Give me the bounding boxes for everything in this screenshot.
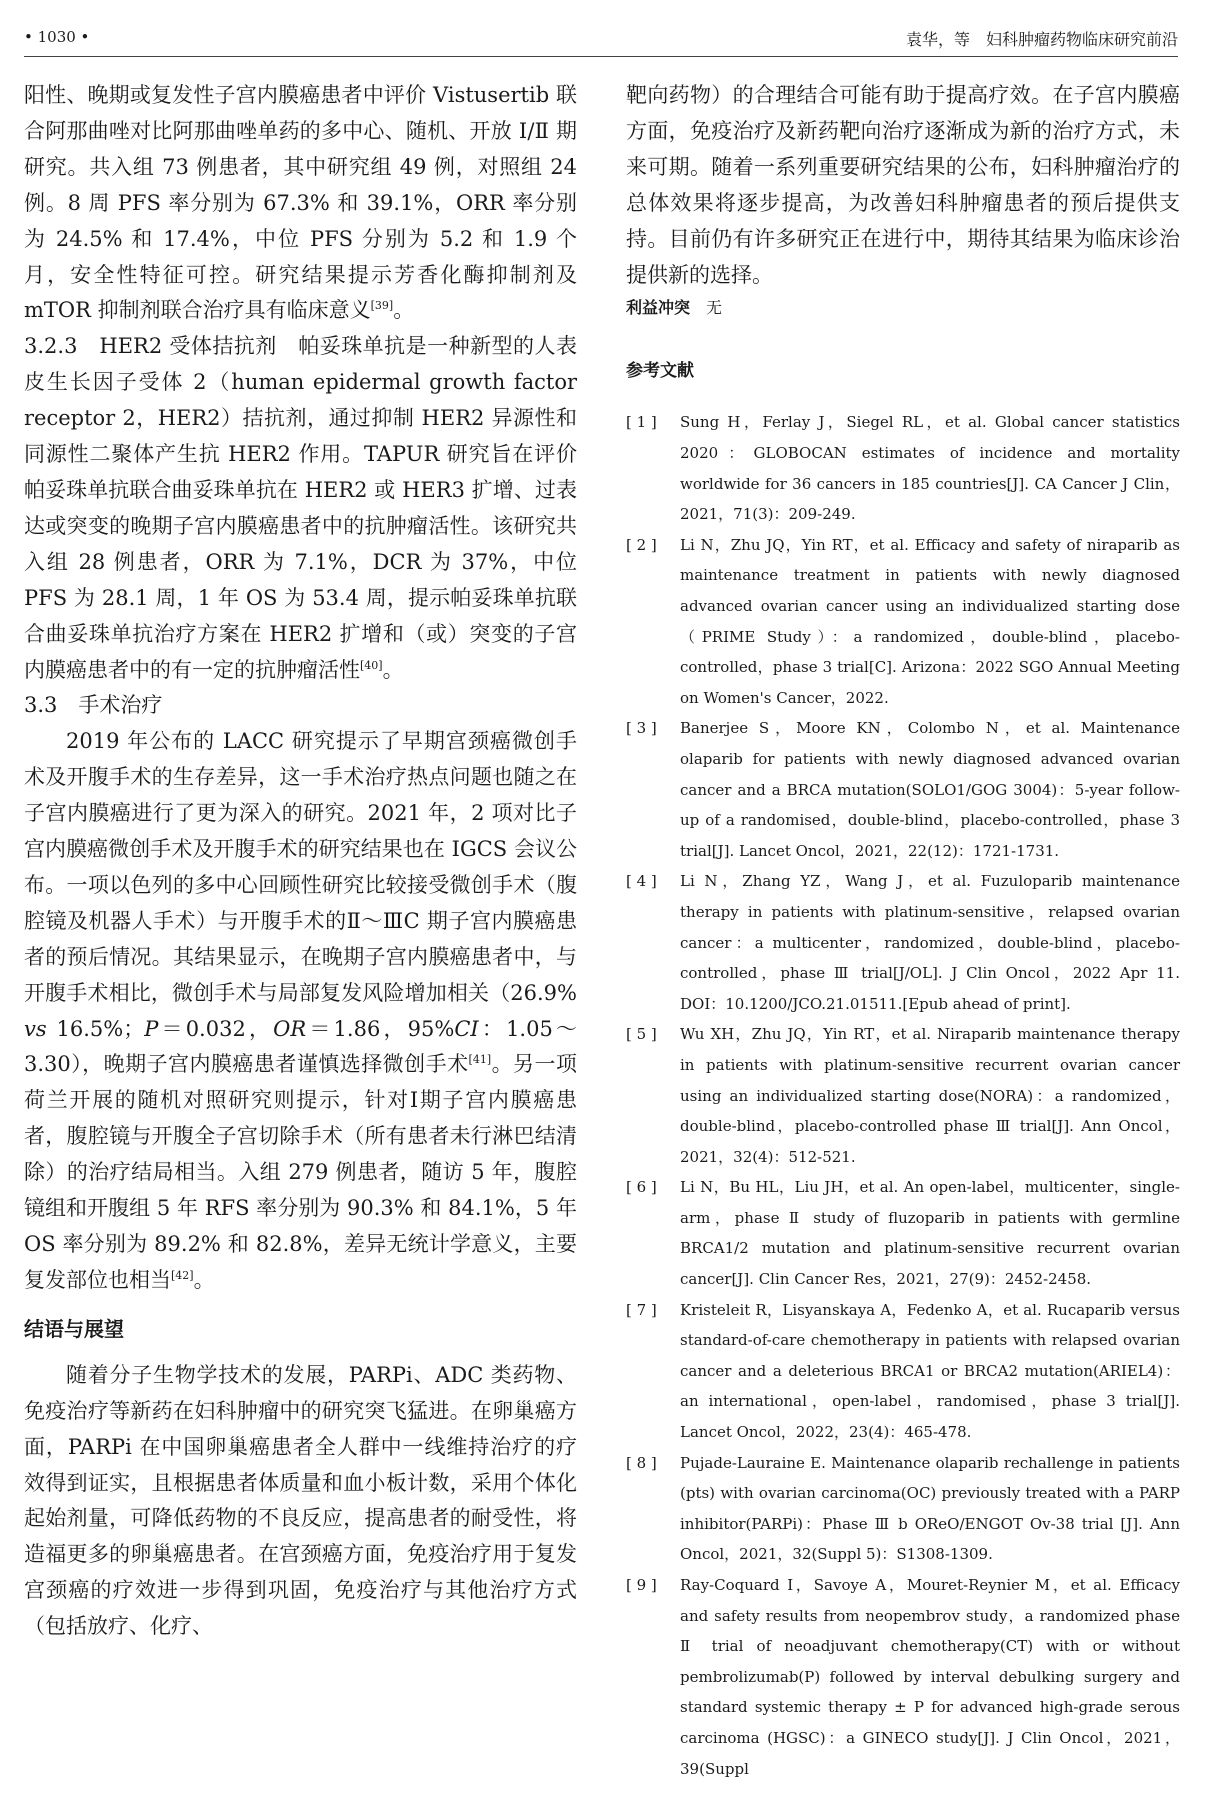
reference-item: [626, 713, 1180, 866]
italic-text: P: [144, 1016, 159, 1041]
reference-number: [ 7 ]: [626, 1300, 657, 1319]
left-column: [24, 78, 577, 1645]
coi-label: 利益冲突: [626, 298, 691, 318]
reference-text: Pujade-Lauraine E. Maintenance olaparib rechallenge in patients (pts) with ovarian carcinoma(OC) previously treated with a PARP inhibitor(PARPi)：Phase Ⅲ b OReO/ENGOT Ov-38 trial [J]. Ann Oncol，2021，32(Suppl 5)：S1308-1309.: [680, 1453, 1180, 1564]
body-paragraph: [24, 78, 577, 329]
citation: [39]: [370, 299, 394, 313]
reference-number: [ 5 ]: [626, 1025, 657, 1044]
reference-item: [626, 1570, 1180, 1784]
paragraph-text: ：1.05～3.30），晚期子宫内膜癌患者谨慎选择微创手术: [24, 1016, 577, 1077]
reference-number: [ 9 ]: [626, 1576, 657, 1594]
reference-text: Ray-Coquard I，Savoye A，Mouret-Reynier M，et al. Efficacy and safety results from neopembrov study，a randomized phase Ⅱ trial of neoadjuvant chemotherapy(CT) with or without pembrolizumab(P) followed by interval debulking surgery and standard systemic therapy ± P for advanced high-grade serous carcinoma (HGSC)：a GINECO study[J]. J Clin Oncol，2021，39(Suppl: [680, 1576, 1180, 1778]
reference-number: [ 8 ]: [626, 1453, 657, 1472]
body-paragraph: [24, 724, 577, 1299]
reference-text: Li N，Bu HL，Liu JH，et al. An open-label，multicenter，single-arm，phase Ⅱ study of fluzoparib in patients with germline BRCA1/2 mutation and platinum-sensitive recurrent ovarian cancer[J]. Clin Cancer Res，2021，27(9)：2452-2458.: [680, 1178, 1180, 1289]
running-title: 袁华，等 妇科肿瘤药物临床研究前沿: [905, 30, 1178, 49]
reference-text: Sung H，Ferlay J，Siegel RL，et al. Global cancer statistics 2020：GLOBOCAN estimates of incidence and mortality worldwide for 36 cancers in 185 countries[J]. CA Cancer J Clin，2021，71(3)：209-249.: [680, 413, 1180, 524]
reference-number: [ 3 ]: [626, 719, 657, 738]
references-heading: 参考文献: [626, 361, 694, 382]
italic-text: OR: [273, 1016, 307, 1041]
paragraph-text: 。: [393, 298, 415, 323]
italic-text: vs: [24, 1016, 47, 1041]
paragraph-text: 16.5%；: [46, 1016, 145, 1041]
paragraph-text: 。另一项荷兰开展的随机对照研究则提示，针对Ⅰ期子宫内膜癌患者，腹腔镜与开腹全子宫切除手术（所有患者未行淋巴结清除）的治疗结局相当。入组 279 例患者，随访 5 年，腹腔镜组和开腹组 5 年 RFS 率分别为 90.3% 和 84.1%，5 年 OS 率分别为 89.2% 和 82.8%，差异无统计学意义，主要复发部位也相当: [24, 1052, 577, 1292]
conflict-of-interest: [626, 295, 1180, 318]
reference-number: [ 2 ]: [626, 535, 657, 554]
reference-text: Banerjee S，Moore KN，Colombo N，et al. Maintenance olaparib for patients with newly diagnosed advanced ovarian cancer and a BRCA mutation(SOLO1/GOG 3004)：5-year follow-up of a randomised，double-blind，placebo-controlled，phase 3 trial[J]. Lancet Oncol，2021，22(12)：1721-1731.: [680, 719, 1180, 860]
citation: [42]: [171, 1268, 194, 1282]
reference-text: Li N，Zhang YZ，Wang J，et al. Fuzuloparib maintenance therapy in patients with platinum-sensitive，relapsed ovarian cancer：a multicenter，randomized，double-blind，placebo-controlled，phase Ⅲ trial[J/OL]. J Clin Oncol，2022 Apr 11. DOI：10.1200/JCO.21.01511.[Epub ahead of print].: [680, 872, 1180, 1013]
paragraph-text: 2019 年公布的 LACC 研究提示了早期宫颈癌微创手术及开腹手术的生存差异，这一手术治疗热点问题也随之在子宫内膜癌进行了更为深入的研究。2021 年，2 项对比子宫内膜癌微创手术及开腹手术的研究结果也在 IGCS 会议公布。一项以色列的多中心回顾性研究比较接受微创手术（腹腔镜及机器人手术）与开腹手术的Ⅱ～ⅢC 期子宫内膜癌患者的预后情况。其结果显示，在晚期子宫内膜癌患者中，与开腹手术相比，微创手术与局部复发风险增加相关（26.9%: [24, 729, 577, 1005]
reference-item: [626, 1019, 1180, 1172]
paragraph-text: 。: [382, 657, 404, 682]
section-heading-3-3: 3.3 手术治疗: [24, 693, 163, 718]
reference-number: [ 1 ]: [626, 413, 657, 432]
right-column: [626, 78, 1180, 1784]
reference-number: [ 4 ]: [626, 872, 657, 891]
paragraph-text: 阳性、晚期或复发性子宫内膜癌患者中评价 Vistusertib 联合阿那曲唑对比阿那曲唑单药的多中心、随机、开放 Ⅰ/Ⅱ 期研究。共入组 73 例患者，其中研究组 49 例，对照组 24 例。8 周 PFS 率分别为 67.3% 和 39.1%，ORR 率分别为 24.5% 和 17.4%，中位 PFS 分别为 5.2 和 1.9 个月，安全性特征可控。研究结果提示芳香化酶抑制剂及 mTOR 抑制剂联合治疗具有临床意义: [24, 83, 577, 323]
reference-item: [626, 1448, 1180, 1570]
section-heading: 3.2.3 HER2 受体拮抗剂: [24, 334, 299, 359]
conclusion-paragraph: 随着分子生物学技术的发展，PARPi、ADC 类药物、免疫治疗等新药在妇科肿瘤中的研究突飞猛进。在卵巢癌方面，PARPi 在中国卵巢癌患者全人群中一线维持治疗的疗效得到证实，且根据患者体质量和血小板计数，采用个体化起始剂量，可降低药物的不良反应，提高患者的耐受性，将造福更多的卵巢癌患者。在宫颈癌方面，免疫治疗用于复发宫颈癌的疗效进一步得到巩固，免疫治疗与其他治疗方式（包括放疗、化疗、: [24, 1362, 577, 1639]
reference-item: [626, 866, 1180, 1019]
paragraph-text: ＝1.86，95%: [306, 1016, 455, 1041]
conclusion-continued: 靶向药物）的合理结合可能有助于提高疗效。在子宫内膜癌方面，免疫治疗及新药靶向治疗逐渐成为新的治疗方式，未来可期。随着一系列重要研究结果的公布，妇科肿瘤治疗的总体效果将逐步提高，为改善妇科肿瘤患者的预后提供支持。目前仍有许多研究正在进行中，期待其结果为临床诊治提供新的选择。: [626, 83, 1180, 287]
reference-number: [ 6 ]: [626, 1178, 657, 1197]
citation: [40]: [360, 658, 383, 672]
paragraph-text: 帕妥珠单抗是一种新型的人表皮生长因子受体 2（human epidermal growth factor receptor 2，HER2）拮抗剂，通过抑制 HER2 异源性和同源性二聚体产生抗 HER2 作用。TAPUR 研究旨在评价帕妥珠单抗联合曲妥珠单抗在 HER2 或 HER3 扩增、过表达或突变的晚期子宫内膜癌患者中的抗肿瘤活性。该研究共入组 28 例患者，ORR 为 7.1%，DCR 为 37%，中位 PFS 为 28.1 周，1 年 OS 为 53.4 周，提示帕妥珠单抗联合曲妥珠单抗治疗方案在 HER2 扩增和（或）突变的子宫内膜癌患者中的有一定的抗肿瘤活性: [24, 334, 577, 682]
paragraph-text: 。: [193, 1267, 215, 1292]
reference-text: Li N，Zhu JQ，Yin RT，et al. Efficacy and safety of niraparib as maintenance treatment in patients with newly diagnosed advanced ovarian cancer using an individualized starting dose（PRIME Study）：a randomized，double-blind，placebo-controlled，phase 3 trial[C]. Arizona：2022 SGO Annual Meeting on Women's Cancer，2022.: [680, 535, 1180, 707]
citation: [41]: [468, 1053, 492, 1067]
italic-text: CI: [454, 1016, 479, 1041]
reference-item: [626, 1172, 1180, 1294]
page-number: • 1030 •: [24, 28, 90, 46]
reference-text: Wu XH，Zhu JQ，Yin RT，et al. Niraparib maintenance therapy in patients with platinum-sensitive recurrent ovarian cancer using an individualized starting dose(NORA)：a randomized，double-blind，placebo-controlled phase Ⅲ trial[J]. Ann Oncol，2021，32(4)：512-521.: [680, 1025, 1180, 1166]
reference-item: [626, 530, 1180, 714]
reference-item: [626, 407, 1180, 529]
coi-value: 无: [706, 298, 723, 318]
conclusion-heading: 结语与展望: [24, 1316, 124, 1341]
page-header: [24, 22, 1178, 57]
section-3-2-3: [24, 329, 577, 688]
reference-text: Kristeleit R，Lisyanskaya A，Fedenko A，et al. Rucaparib versus standard-of-care chemotherapy in patients with relapsed ovarian cancer and a deleterious BRCA1 or BRCA2 mutation(ARIEL4)：an international，open-label，randomised，phase 3 trial[J]. Lancet Oncol，2022，23(4)：465-478.: [680, 1300, 1180, 1442]
reference-list: [626, 407, 1180, 1784]
reference-item: [626, 1295, 1180, 1448]
paragraph-text: ＝0.032，: [158, 1016, 274, 1041]
